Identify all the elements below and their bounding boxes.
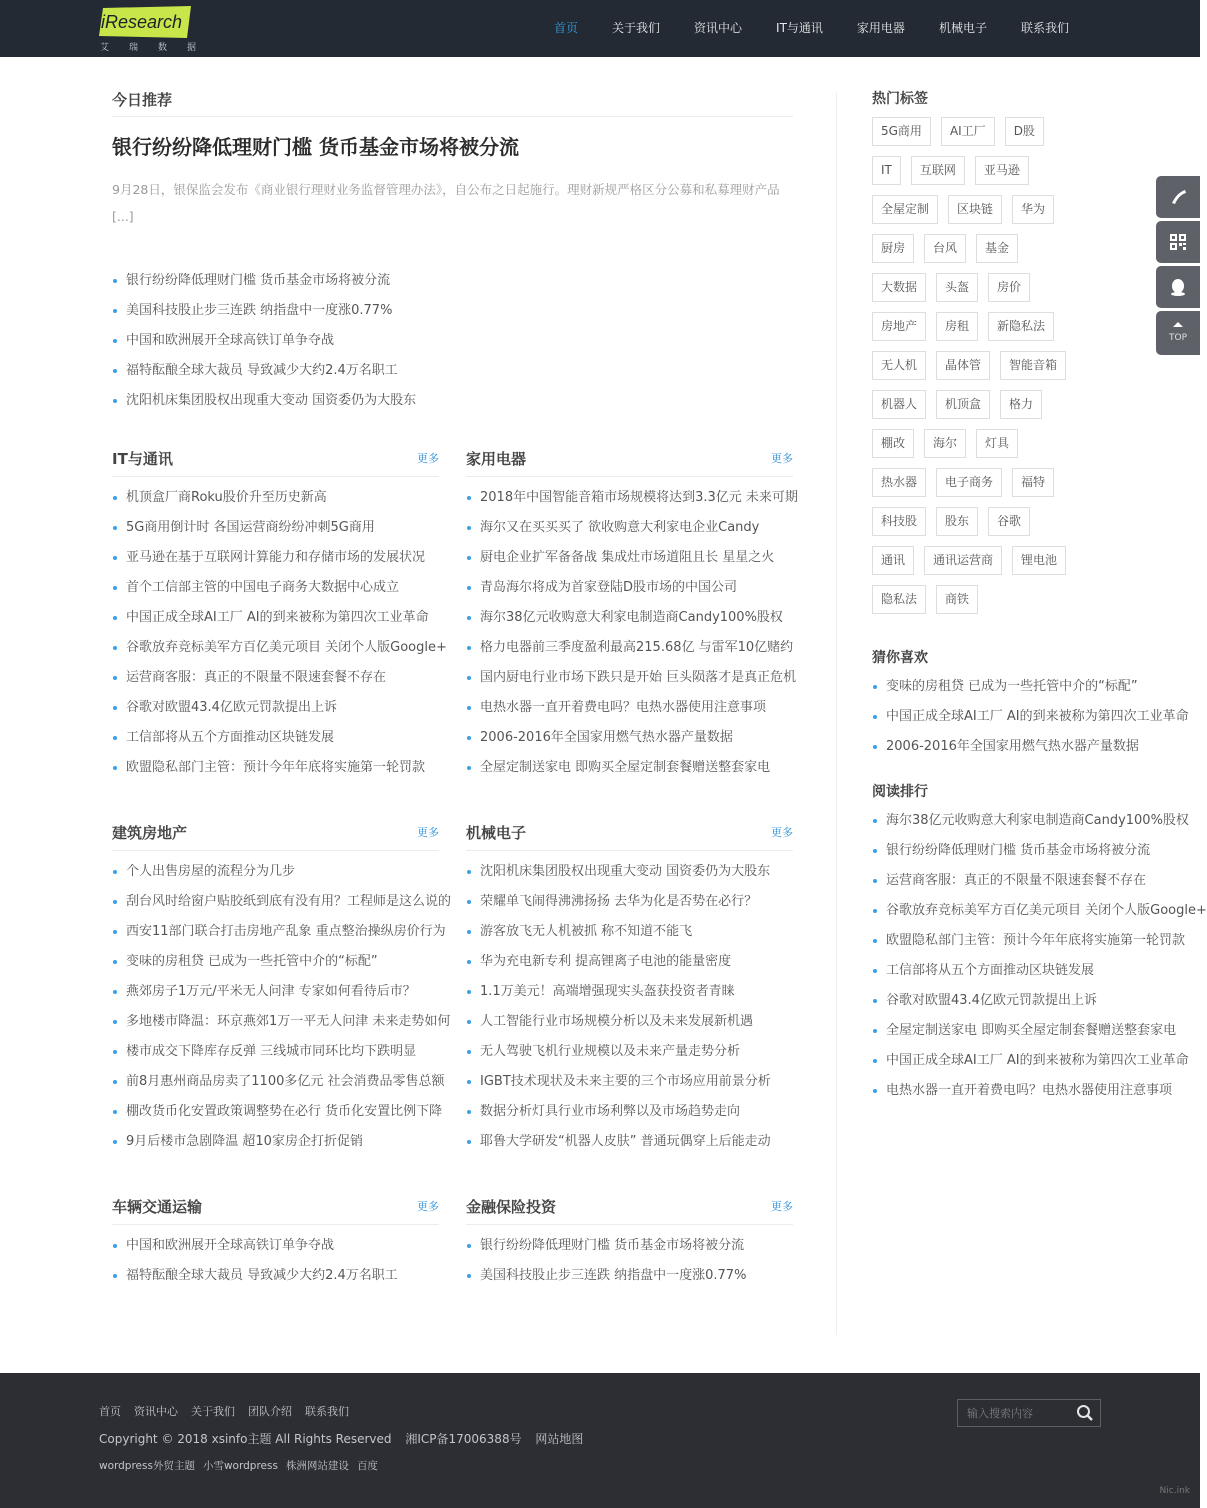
search-input[interactable] [958,1400,1070,1426]
more-link[interactable]: 更多 [417,1200,439,1213]
tag-link[interactable]: 通讯 [872,546,914,575]
list-item[interactable]: 楼市成交下降库存反弹 三线城市同环比均下跌明显 [112,1037,439,1067]
sitemap-link[interactable]: 网站地图 [535,1432,584,1446]
site-header [0,0,1200,57]
list-item[interactable]: 海尔38亿元收购意大利家电制造商Candy100%股权 [466,603,793,633]
guess-title: 猜你喜欢 [872,650,928,666]
list-item[interactable]: 变味的房租贷 已成为一些托管中介的“标配” [872,672,1088,702]
section-list [112,483,447,783]
list-item[interactable]: 中国正成全球AI工厂 AI的到来被称为第四次工业革命 [872,1046,1088,1076]
section-list [466,1231,793,1291]
list-item[interactable]: 青岛海尔将成为首家登陆D股市场的中国公司 [466,573,793,603]
list-item[interactable]: 沈阳机床集团股权出现重大变动 国资委仍为大股东 [466,857,793,887]
tag-link[interactable]: 电子商务 [936,468,1002,497]
list-item[interactable]: 厨电企业扩军备备战 集成灶市场道阻且长 星星之火 [466,543,793,573]
list-item[interactable]: 格力电器前三季度盈利最高215.68亿 与雷军10亿赌约 [466,633,793,663]
list-item[interactable]: 中国和欧洲展开全球高铁订单争夺战 [112,326,793,356]
tag-link[interactable]: 华为 [1012,195,1054,224]
list-item[interactable]: 人工智能行业市场规模分析以及未来发展新机遇 [466,1007,793,1037]
section-list [466,483,798,783]
section-list [112,857,452,1157]
list-item[interactable]: 机顶盒厂商Roku股价升至历史新高 [112,483,439,513]
list-item[interactable]: 电热水器一直开着费电吗？电热水器使用注意事项 [872,1076,1088,1106]
more-link[interactable]: 更多 [771,1200,793,1213]
list-item[interactable]: 谷歌对欧盟43.4亿欧元罚款提出上诉 [872,986,1088,1016]
tag-link[interactable]: 商铁 [936,585,978,614]
headline-summary: 9月28日，银保监会发布《商业银行理财业务监督管理办法》，自公布之日起施行。理财新规严格区分公募和私募理财产品 [...] [112,182,780,224]
friend-links [99,1458,386,1473]
recommend-title: 今日推荐 [112,85,793,117]
list-item[interactable]: 工信部将从五个方面推动区块链发展 [872,956,1088,986]
corner-watermark: Nic.ink [1159,1486,1190,1496]
list-item[interactable]: 福特酝酿全球大裁员 导致减少大约2.4万名职工 [112,1261,439,1291]
footer-link[interactable]: 联系我们 [305,1405,349,1418]
list-item[interactable]: 银行纷纷降低理财门槛 货币基金市场将被分流 [872,836,1088,866]
friend-link[interactable]: 小雪wordpress [202,1460,278,1472]
headline-link[interactable]: 银行纷纷降低理财门槛 货币基金市场将被分流 [112,135,519,159]
nav-it[interactable]: IT与通讯 [776,21,823,35]
friend-link[interactable]: 株洲网站建设 [285,1460,349,1472]
qq-icon [1168,277,1188,297]
tag-link[interactable]: 区块链 [948,195,1002,224]
list-item[interactable]: 2018年中国智能音箱市场规模将达到3.3亿元 未来可期 [466,483,793,513]
list-item[interactable]: 亚马逊在基于互联网计算能力和存储市场的发展状况 [112,543,439,573]
section-appliances [466,444,798,783]
tag-link[interactable]: 房地产 [872,312,926,341]
list-item[interactable]: 中国正成全球AI工厂 AI的到来被称为第四次工业革命 [112,603,439,633]
list-item[interactable]: 首个工信部主管的中国电子商务大数据中心成立 [112,573,439,603]
list-item[interactable]: 美国科技股止步三连跌 纳指盘中一度涨0.77% [466,1261,793,1291]
tag-link[interactable]: IT [872,156,901,185]
icp-link[interactable]: 湘ICP备17006388号 [405,1432,522,1446]
list-item[interactable]: 谷歌对欧盟43.4亿欧元罚款提出上诉 [112,693,439,723]
footer-search [957,1399,1101,1427]
tag-link[interactable]: 大数据 [872,273,926,302]
tag-cloud [872,117,1088,624]
more-link[interactable]: 更多 [771,826,793,839]
phone-icon [1168,187,1188,207]
tag-link[interactable]: 机器人 [872,390,926,419]
tag-link[interactable]: 锂电池 [1012,546,1066,575]
section-title: IT与通讯 更多 [112,444,439,477]
more-link[interactable]: 更多 [417,452,439,465]
list-item[interactable]: 荣耀单飞闹得沸沸扬扬 去华为化是否势在必行？ [466,887,793,917]
list-item[interactable]: 欧盟隐私部门主管：预计今年年底将实施第一轮罚款 [872,926,1088,956]
section-title: 家用电器 更多 [466,444,793,477]
nav-news[interactable]: 资讯中心 [694,21,743,35]
tag-link[interactable]: 科技股 [872,507,926,536]
tag-link[interactable]: 福特 [1012,468,1054,497]
tag-link[interactable]: 谷歌 [988,507,1030,536]
site-logo[interactable] [99,6,199,52]
list-item[interactable]: 游客放飞无人机被抓 称不知道不能飞 [466,917,793,947]
footer-links [99,1403,362,1419]
tag-link[interactable]: 灯具 [976,429,1018,458]
list-item[interactable]: 2006-2016年全国家用燃气热水器产量数据 [872,732,1088,762]
list-item[interactable]: 银行纷纷降低理财门槛 货币基金市场将被分流 [466,1231,793,1261]
list-item[interactable]: 电热水器一直开着费电吗？电热水器使用注意事项 [466,693,793,723]
section-machinery [466,818,793,1157]
search-icon[interactable] [1076,1404,1094,1422]
list-item[interactable]: 中国和欧洲展开全球高铁订单争夺战 [112,1231,439,1261]
logo-text: iResearch [101,12,183,32]
list-item[interactable]: 运营商客服：真正的不限量不限速套餐不存在 [112,663,439,693]
list-item[interactable]: 华为充电新专利 提高锂离子电池的能量密度 [466,947,793,977]
list-item[interactable]: 2006-2016年全国家用燃气热水器产量数据 [466,723,793,753]
tag-link[interactable]: 无人机 [872,351,926,380]
tag-link[interactable]: 棚改 [872,429,914,458]
nav-about[interactable]: 关于我们 [612,21,661,35]
section-realestate [112,818,452,1157]
tag-link[interactable]: 厨房 [872,234,914,263]
tag-link[interactable]: 热水器 [872,468,926,497]
list-item[interactable]: 棚改货币化安置政策调整势在必行 货币化安置比例下降 [112,1097,439,1127]
guess-list [872,672,1189,762]
list-item[interactable]: 1.1万美元！高端增强现实头盔获投资者青睐 [466,977,793,1007]
list-item[interactable]: 耶鲁大学研发“机器人皮肤” 普通玩偶穿上后能走动 [466,1127,793,1157]
qrcode-button[interactable] [1156,221,1200,263]
site-footer [0,1373,1200,1508]
list-item[interactable]: 9月后楼市急剧降温 超10家房企打折促销 [112,1127,439,1157]
floating-toolbar [1156,176,1200,358]
back-to-top-icon [1168,321,1188,331]
list-item[interactable]: 欧盟隐私部门主管：预计今年年底将实施第一轮罚款 [112,753,439,783]
tag-link[interactable]: 亚马逊 [975,156,1029,185]
section-finance [466,1192,793,1291]
list-item[interactable]: 全屋定制送家电 即购买全屋定制套餐赠送整套家电 [872,1016,1088,1046]
phone-button[interactable] [1156,176,1200,218]
list-item[interactable]: 无人驾驶飞机行业规模以及未来产量走势分析 [466,1037,793,1067]
copyright [99,1430,593,1447]
tag-link[interactable]: 通讯运营商 [924,546,1002,575]
friend-link[interactable]: wordpress外贸主题 [99,1460,195,1472]
copyright-text: Copyright © 2018 xsinfo主题 All Rights Reserved [99,1432,392,1446]
tag-link[interactable]: 晶体管 [936,351,990,380]
tag-link[interactable]: 基金 [976,234,1018,263]
list-item[interactable]: 海尔38亿元收购意大利家电制造商Candy100%股权 [872,806,1088,836]
friend-link[interactable]: 百度 [356,1460,378,1472]
list-item[interactable]: 海尔又在买买买了 欲收购意大利家电企业Candy [466,513,793,543]
tag-link[interactable]: 海尔 [924,429,966,458]
tag-link[interactable]: 头盔 [936,273,978,302]
list-item[interactable]: 谷歌放弃竞标美军方百亿美元项目 关闭个人版Google+ [872,896,1088,926]
tag-link[interactable]: 互联网 [911,156,965,185]
back-to-top-button[interactable] [1156,311,1200,355]
tag-link[interactable]: 房价 [988,273,1030,302]
list-item[interactable]: 福特酝酿全球大裁员 导致减少大约2.4万名职工 [112,356,793,386]
tag-link[interactable]: 5G商用 [872,117,931,146]
rank-list [872,806,1207,1106]
list-item[interactable]: 运营商客服：真正的不限量不限速套餐不存在 [872,866,1088,896]
section-title: 机械电子 更多 [466,818,793,851]
section-list [466,857,793,1157]
back-to-top-label: TOP [1168,333,1187,343]
column-divider [836,92,837,1335]
tag-link[interactable]: 新隐私法 [988,312,1054,341]
list-item[interactable]: 西安11部门联合打击房地产乱象 重点整治操纵房价行为 [112,917,439,947]
list-item[interactable]: 刮台风时给窗户贴胶纸到底有没有用？工程师是这么说的 [112,887,439,917]
nav-appliances[interactable]: 家用电器 [856,21,905,35]
tag-link[interactable]: 股东 [936,507,978,536]
list-item[interactable]: 燕郊房子1万元/平米无人问津 专家如何看待后市？ [112,977,439,1007]
tag-link[interactable]: 台风 [924,234,966,263]
section-it [112,444,447,783]
qq-button[interactable] [1156,266,1200,308]
list-item[interactable]: 中国正成全球AI工厂 AI的到来被称为第四次工业革命 [872,702,1088,732]
nav-machinery[interactable]: 机械电子 [938,21,987,35]
section-title: 车辆交通运输 更多 [112,1192,439,1225]
list-item[interactable]: IGBT技术现状及未来主要的三个市场应用前景分析 [466,1067,793,1097]
tag-link[interactable]: 格力 [1000,390,1042,419]
more-link[interactable]: 更多 [417,826,439,839]
tag-link[interactable]: D股 [1005,117,1044,146]
list-item[interactable]: 国内厨电行业市场下跌只是开始 巨头陨落才是真正危机 [466,663,793,693]
list-item[interactable]: 谷歌放弃竞标美军方百亿美元项目 关闭个人版Google+ [112,633,439,663]
footer-link[interactable]: 关于我们 [191,1405,235,1418]
nav-home[interactable]: 首页 [554,21,579,35]
tag-link[interactable]: 房租 [936,312,978,341]
tag-link[interactable]: 隐私法 [872,585,926,614]
tag-link[interactable]: 机顶盒 [936,390,990,419]
nav-contact[interactable]: 联系我们 [1020,21,1069,35]
section-list [112,1231,439,1291]
list-item[interactable]: 银行纷纷降低理财门槛 货币基金市场将被分流 [112,266,793,296]
main-nav [537,0,1086,57]
list-item[interactable]: 工信部将从五个方面推动区块链发展 [112,723,439,753]
list-item[interactable]: 全屋定制送家电 即购买全屋定制套餐赠送整套家电 [466,753,793,783]
more-link[interactable]: 更多 [771,452,793,465]
list-item[interactable]: 个人出售房屋的流程分为几步 [112,857,439,887]
footer-link[interactable]: 资讯中心 [134,1405,178,1418]
list-item[interactable]: 5G商用倒计时 各国运营商纷纷冲刺5G商用 [112,513,439,543]
qrcode-icon [1168,232,1188,252]
list-item[interactable]: 变味的房租贷 已成为一些托管中介的“标配” [112,947,439,977]
footer-link[interactable]: 团队介绍 [248,1405,292,1418]
tags-title: 热门标签 [872,91,928,107]
list-item[interactable]: 沈阳机床集团股权出现重大变动 国资委仍为大股东 [112,386,793,416]
tag-link[interactable]: 全屋定制 [872,195,938,224]
section-transport [112,1192,439,1291]
list-item[interactable]: 美国科技股止步三连跌 纳指盘中一度涨0.77% [112,296,793,326]
footer-link[interactable]: 首页 [99,1405,121,1418]
main-content [112,85,793,416]
list-item[interactable]: 前8月惠州商品房卖了1100多亿元 社会消费品零售总额 [112,1067,439,1097]
section-title: 建筑房地产 更多 [112,818,439,851]
section-title: 金融保险投资 更多 [466,1192,793,1225]
tag-link[interactable]: 智能音箱 [1000,351,1066,380]
logo-subtitle: 艾 瑞 数 据 [100,43,196,53]
rank-title: 阅读排行 [872,784,928,800]
recommend-list [112,266,793,416]
list-item[interactable]: 多地楼市降温：环京燕郊1万一平无人问津 未来走势如何 [112,1007,439,1037]
list-item[interactable]: 数据分析灯具行业市场利弊以及市场趋势走向 [466,1097,793,1127]
tag-link[interactable]: AI工厂 [941,117,995,146]
